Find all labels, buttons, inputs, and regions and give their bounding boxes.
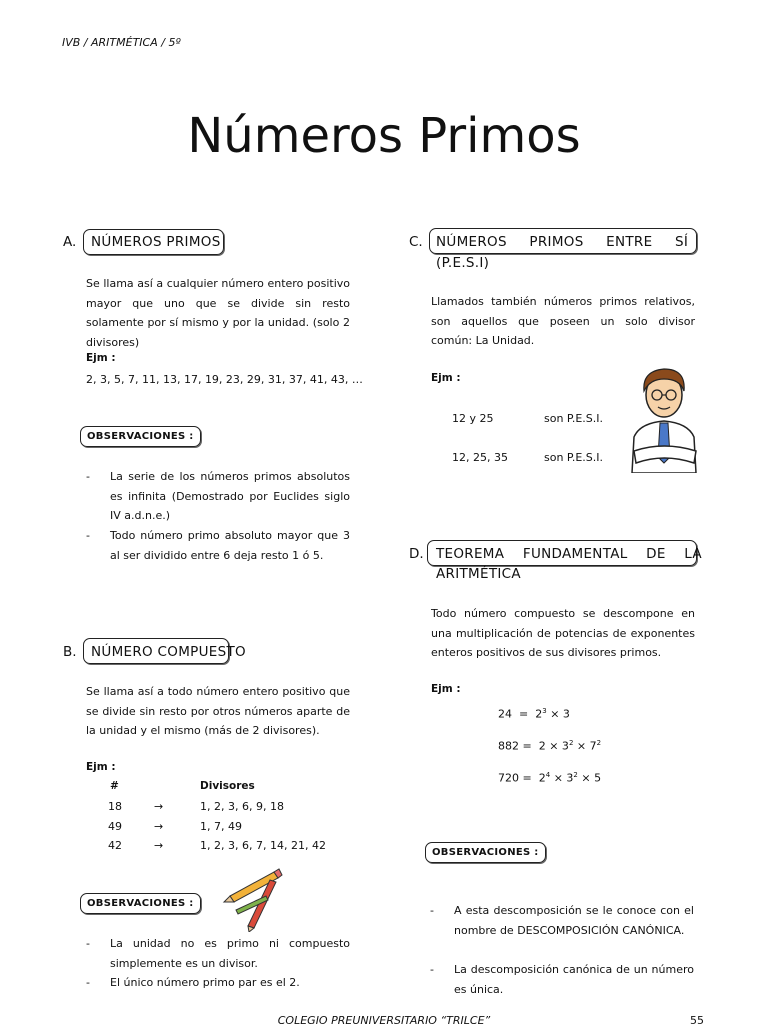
section-a-obs-1: - La serie de los números primos absolutos es infinita (Demostrado por Euclides siglo IV a.d.n.e.) [86,470,350,522]
section-c-example-1-a: 12 y 25 [452,412,494,425]
section-c-letter: C. [409,234,423,250]
section-d-example-1: $24 = 2^3 \times 3$ [498,707,570,721]
section-b-ejm: Ejm : [86,761,116,773]
section-b-letter: B. [63,644,77,660]
section-d-heading-line2: ARITMÉTICA [436,566,521,582]
section-c-example-2-a: 12, 25, 35 [452,451,508,464]
section-d-text: Todo número compuesto se descompone en una multiplicación de potencias de exponentes enteros positivos de sus divisores primos. [431,607,695,659]
section-a-observaciones: OBSERVACIONES : [80,426,201,447]
table-row: 42 → 1, 2, 3, 6, 7, 14, 21, 42 [108,839,326,852]
section-c-text: Llamados también números primos relativos, son aquellos que poseen un solo divisor común: La Unidad. [431,295,695,347]
section-b-observaciones: OBSERVACIONES : [80,893,201,914]
section-d-example-2: $882 = 2 \times 3^2 \times 7^2$ [498,739,602,753]
page-number: 55 [690,1014,704,1027]
section-d-ejm: Ejm : [431,683,461,695]
section-a-ejm: Ejm : [86,352,116,364]
section-a-heading: NÚMEROS PRIMOS [91,234,221,250]
section-a-text: Se llama así a cualquier número entero positivo mayor que uno que se divide sin resto solamente por sí mismo y por la unidad. (solo 2 divisores) [86,277,350,349]
table-row: 18 → 1, 2, 3, 6, 9, 18 [108,800,284,813]
section-b-obs-2: - El único número primo par es el 2. [86,976,300,989]
section-b-text: Se llama así a todo número entero positivo que se divide sin resto por otros números aparte de la unidad y el mismo (más de 2 divisores). [86,685,350,737]
teacher-cartoon-icon [626,365,702,473]
section-b-heading: NÚMERO COMPUESTO [91,644,246,660]
table-divisores-header: Divisores [200,780,255,792]
section-d-observaciones: OBSERVACIONES : [425,842,546,863]
section-c-ejm: Ejm : [431,372,461,384]
section-a-letter: A. [63,234,77,250]
section-d-example-3: $720 = 2^4 \times 3^2 \times 5$ [498,771,602,785]
page-footer: COLEGIO PREUNIVERSITARIO “TRILCE” [277,1014,491,1027]
section-c-example-1-b: son P.E.S.I. [544,412,604,425]
section-d-obs-2: - La descomposición canónica de un número es única. [430,963,694,996]
section-b-obs-1: - La unidad no es primo ni compuesto simplemente es un divisor. [86,937,350,970]
section-c-heading: NÚMEROS PRIMOS ENTRE SÍ [436,234,689,250]
section-a-obs-2: - Todo número primo absoluto mayor que 3 al ser dividido entre 6 deja resto 1 ó 5. [86,529,350,562]
pencils-icon [222,866,286,932]
page-title: Números Primos [187,108,581,164]
table-row: 49 → 1, 7, 49 [108,820,242,833]
section-d-heading: TEOREMA FUNDAMENTAL DE LA [436,546,702,562]
section-c-heading-line2: (P.E.S.I) [436,255,490,271]
section-c-example-2-b: son P.E.S.I. [544,451,604,464]
section-a-example: 2, 3, 5, 7, 11, 13, 17, 19, 23, 29, 31, 37, 41, 43, … [86,373,363,386]
running-header: IVB / ARITMÉTICA / 5º [62,36,181,49]
table-hash-header: # [110,780,119,792]
section-d-obs-1: - A esta descomposición se le conoce con el nombre de DESCOMPOSICIÓN CANÓNICA. [430,904,694,937]
section-d-letter: D. [409,546,424,562]
